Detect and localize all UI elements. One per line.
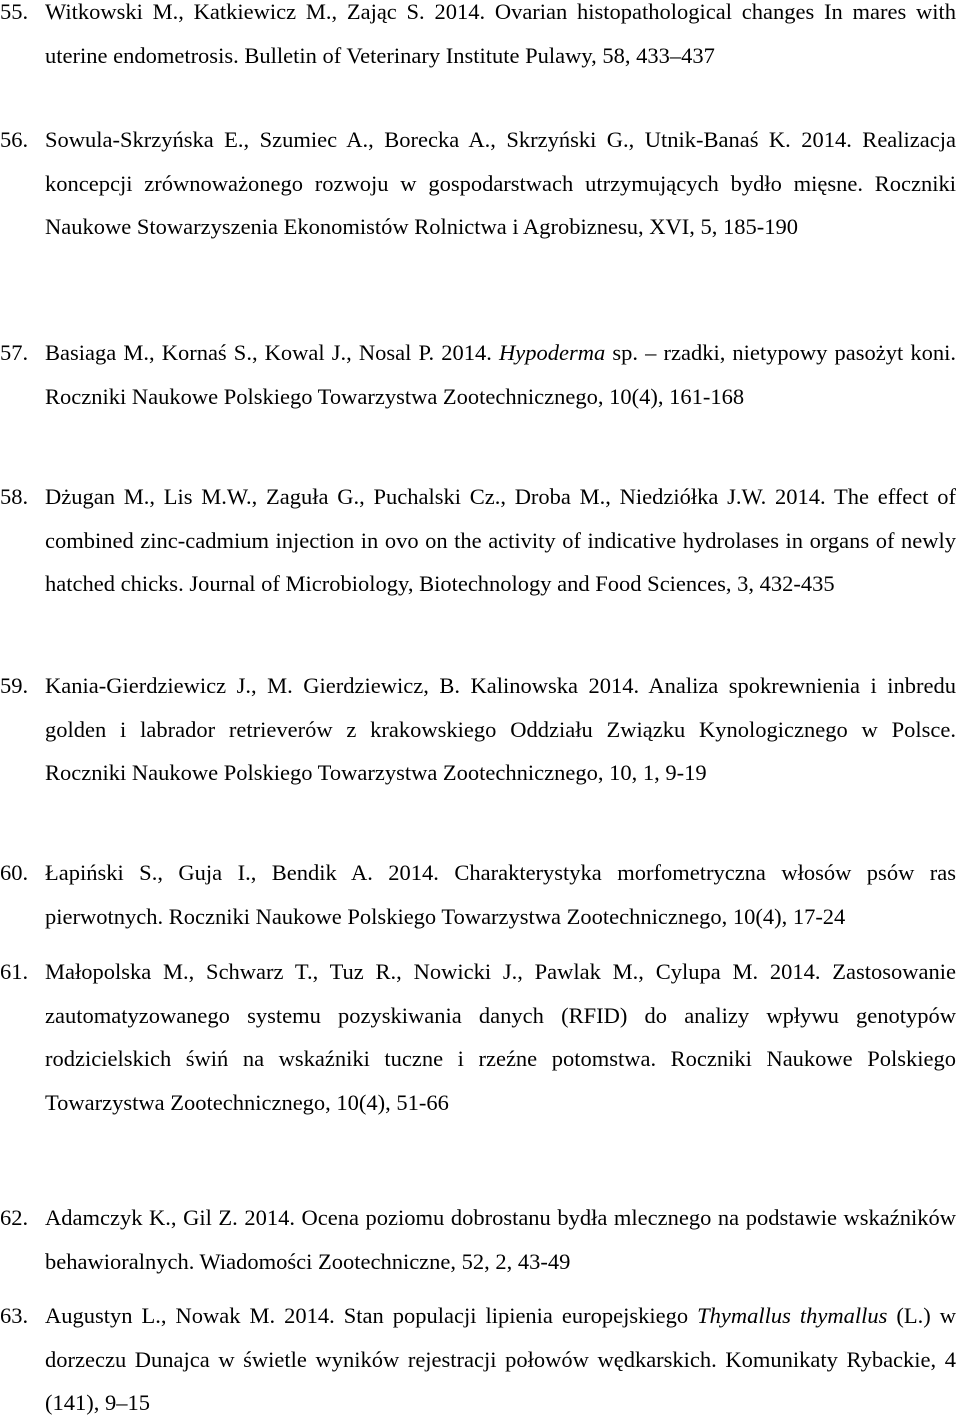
reference-text [45,118,956,249]
reference-text-segment: Augustyn L., Nowak M. 2014. Stan populacji lipienia europejskiego [45,1303,698,1328]
reference-item-58 [0,475,956,606]
reference-text-segment: Witkowski M., Katkiewicz M., Zając S. 2014. Ovarian histopathological changes In mares with uterine endometrosis. Bulletin of Veterinary Institute Pulawy, 58, 433–437 [45,0,956,68]
reference-text [45,664,956,795]
reference-item-61 [0,950,956,1124]
reference-number: 57. [0,340,29,365]
reference-item-60 [0,851,956,938]
reference-text [45,1294,956,1425]
reference-text-segment: Małopolska M., Schwarz T., Tuz R., Nowicki J., Pawlak M., Cylupa M. 2014. Zastosowanie zautomatyzowanego systemu pozyskiwania danych (RFID) do analizy wpływu genotypów rodzicielskich świń na wskaźniki tuczne i rzeźne potomstwa. Roczniki Naukowe Polskiego Towarzystwa Zootechnicznego, 10(4), 51-66 [45,959,956,1115]
reference-text-segment: Sowula-Skrzyńska E., Szumiec A., Borecka A., Skrzyński G., Utnik-Banaś K. 2014. Realizacja koncepcji zrównoważonego rozwoju w gospodarstwach utrzymujących bydło mięsne. Roczniki Naukowe Stowarzyszenia Ekonomistów Rolnictwa i Agrobiznesu, XVI, 5, 185-190 [45,127,956,239]
reference-item-55 [0,0,956,77]
reference-number: 62. [0,1205,29,1230]
reference-text [45,331,956,418]
reference-item-62 [0,1196,956,1283]
reference-number: 56. [0,127,29,152]
reference-item-59 [0,664,956,795]
reference-text [45,0,956,77]
reference-number: 58. [0,484,29,509]
reference-item-63 [0,1294,956,1425]
reference-text [45,475,956,606]
reference-text-segment: (L.) w dorzeczu Dunajca w świetle wyników rejestracji połowów wędkarskich. Komunikaty Rybackie, 4 (141), 9–15 [45,1303,956,1415]
reference-text [45,1196,956,1283]
reference-text-segment: Łapiński S., Guja I., Bendik A. 2014. Charakterystyka morfometryczna włosów psów ras pierwotnych. Roczniki Naukowe Polskiego Towarzystwa Zootechnicznego, 10(4), 17-24 [45,860,956,929]
reference-text-segment: Adamczyk K., Gil Z. 2014. Ocena poziomu dobrostanu bydła mlecznego na podstawie wskaźników behawioralnych. Wiadomości Zootechniczne, 52, 2, 43-49 [45,1205,956,1274]
reference-text-segment: sp. – rzadki, nietypowy pasożyt koni. Roczniki Naukowe Polskiego Towarzystwa Zootechnicznego, 10(4), 161-168 [45,340,956,409]
reference-text [45,851,956,938]
reference-text-segment: Dżugan M., Lis M.W., Zaguła G., Puchalski Cz., Droba M., Niedziółka J.W. 2014. The effect of combined zinc-cadmium injection in ovo on the activity of indicative hydrolases in organs of newly hatched chicks. Journal of Microbiology, Biotechnology and Food Sciences, 3, 432-435 [45,484,956,596]
reference-italic-segment: Hypoderma [499,340,606,365]
reference-number: 63. [0,1303,29,1328]
reference-number: 61. [0,959,29,984]
reference-number: 59. [0,673,29,698]
reference-number: 55. [0,0,29,24]
reference-text-segment: Basiaga M., Kornaś S., Kowal J., Nosal P. 2014. [45,340,500,365]
reference-italic-segment: Thymallus thymallus [697,1303,888,1328]
reference-item-57 [0,331,956,418]
reference-text-segment: Kania-Gierdziewicz J., M. Gierdziewicz, B. Kalinowska 2014. Analiza spokrewnienia i inbredu golden i labrador retrieverów z krakowskiego Oddziału Związku Kynologicznego w Polsce. Roczniki Naukowe Polskiego Towarzystwa Zootechnicznego, 10, 1, 9-19 [45,673,956,785]
reference-number: 60. [0,860,29,885]
reference-text [45,950,956,1124]
reference-item-56 [0,118,956,249]
